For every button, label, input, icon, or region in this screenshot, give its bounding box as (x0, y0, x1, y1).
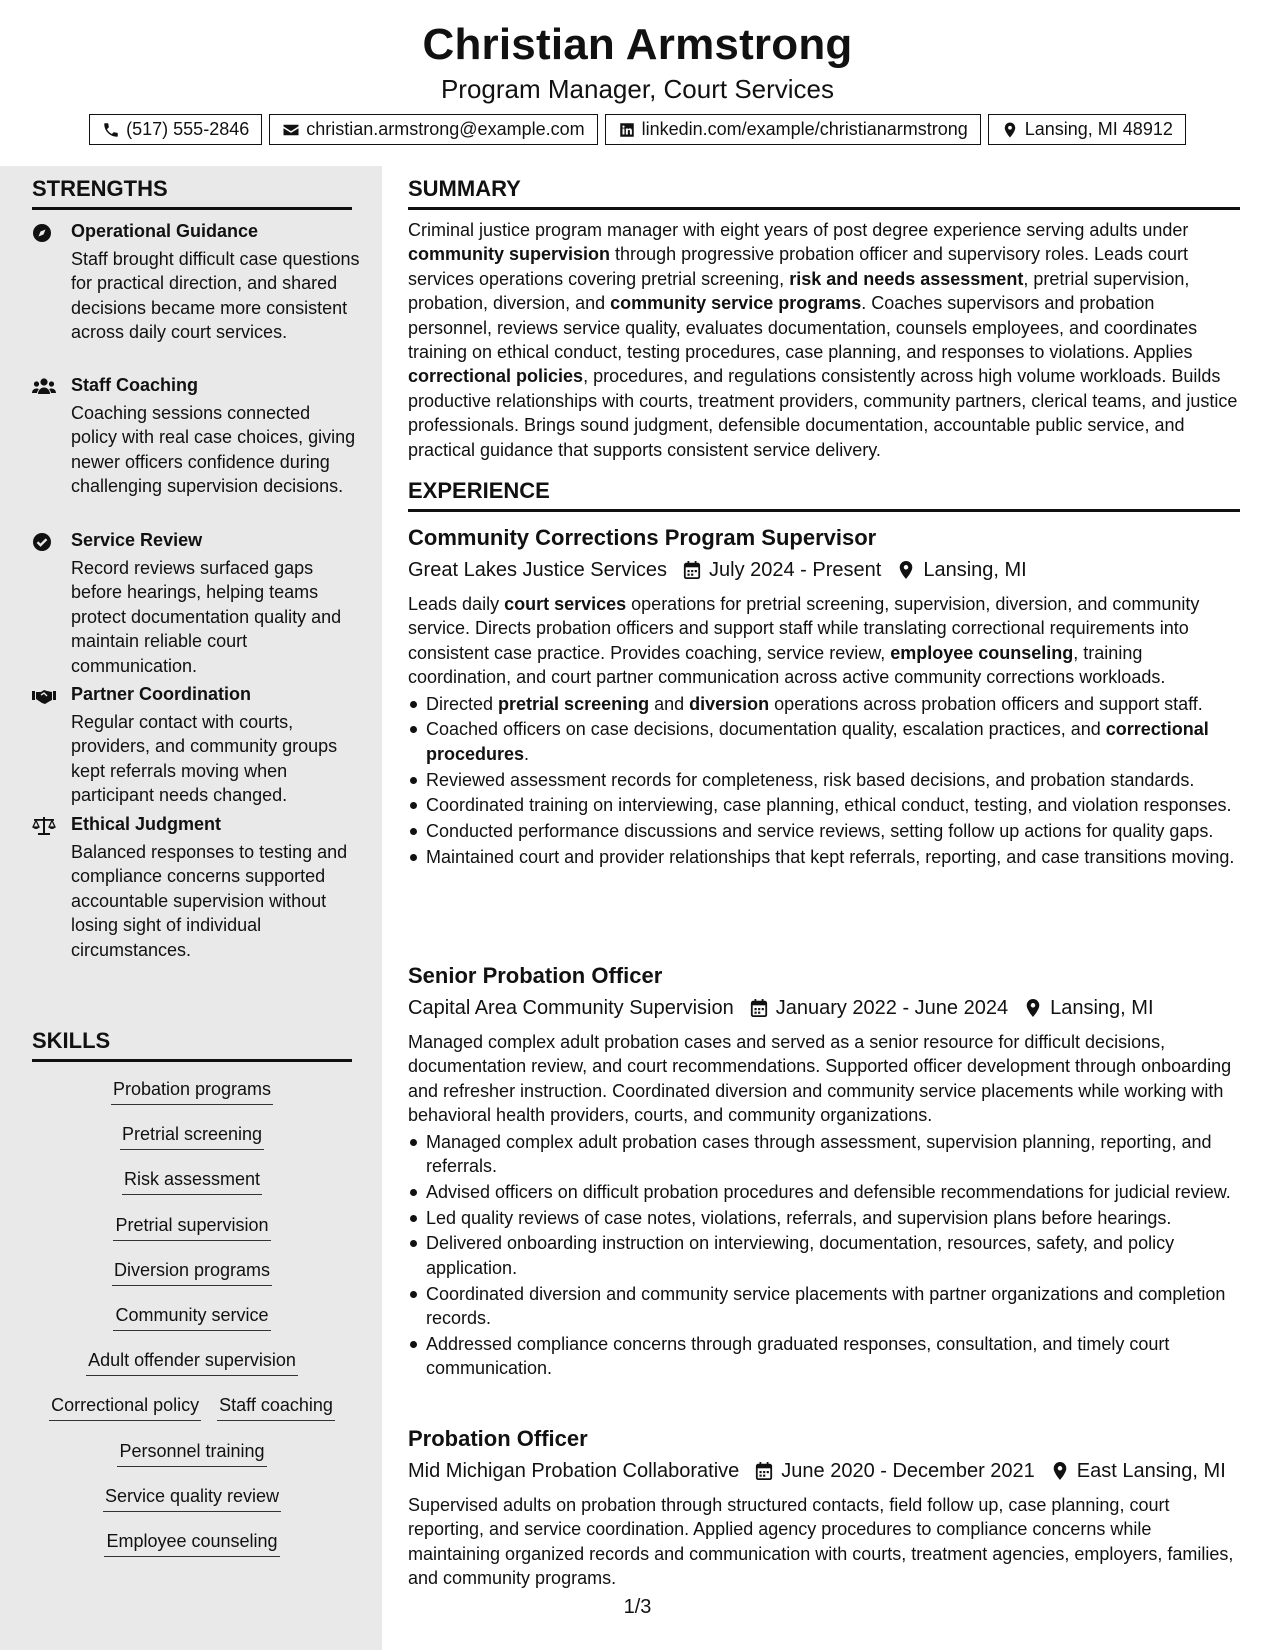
calendar-icon (683, 560, 701, 580)
job-company: Capital Area Community Supervision (408, 997, 734, 1019)
contact-location-text: Lansing, MI 48912 (1024, 119, 1173, 139)
page-number: 1/3 (623, 1596, 652, 1618)
strength-title: Operational Guidance (71, 221, 259, 241)
skill-tag: Adult offender supervision (86, 1350, 298, 1376)
strength-description: Staff brought difficult case questions for practical direction, and shared decisions became more consistent across daily court services. (71, 249, 360, 343)
skill-tag: Correctional policy (49, 1395, 201, 1421)
job-entry (408, 962, 1240, 1382)
job-description: Leads daily court services operations for pretrial screening, supervision, diversion, and community service. Directs probation officers and support staff while translating correctional requirements into consistent case practice. Provides coaching, service review, employee counseling, training coordination, and court partner communication across active community corrections workloads. (408, 594, 1200, 688)
strength-description: Regular contact with courts, providers, and community groups kept referrals moving when participant needs changed. (71, 712, 338, 806)
job-location: Lansing, MI (1050, 997, 1154, 1019)
skills-list (32, 1079, 352, 1576)
calendar-icon (755, 1461, 773, 1481)
summary-text: Criminal justice program manager with eight years of post degree experience serving adults under community supervision through progressive probation officer and supervisory roles. Leads court services operations covering pretrial screening, risk and needs assessment, pretrial supervision, probation, diversion, and community service programs. Coaches supervisors and probation personnel, reviews service quality, evaluates documentation, counsels employees, and coordinates training on ethical conduct, testing procedures, case planning, and responses to violations. Applies correctional policies, procedures, and regulations consistently across high volume workloads. Builds productive relationships with courts, treatment providers, community partners, clerical teams, and justice professionals. Brings sound judgment, defensible documentation, accountable public service, and practical guidance that supports consistent service delivery. (408, 220, 1238, 460)
job-title: Probation Officer (408, 1426, 588, 1451)
skill-tag: Pretrial screening (120, 1124, 264, 1150)
strength-title: Ethical Judgment (71, 814, 222, 834)
skill-tag: Employee counseling (104, 1531, 279, 1557)
job-dates: July 2024 - Present (709, 559, 882, 581)
job-title: Senior Probation Officer (408, 963, 663, 988)
skill-tag: Staff coaching (217, 1395, 335, 1421)
job-dates: January 2022 - June 2024 (775, 997, 1009, 1019)
job-company: Great Lakes Justice Services (408, 559, 667, 581)
job-bullet: Addressed compliance concerns through graduated responses, consultation, and timely court communication. (408, 1332, 1240, 1381)
strength-title: Partner Coordination (71, 684, 252, 704)
job-meta (408, 994, 1240, 1022)
skill-tag: Service quality review (103, 1486, 281, 1512)
job-bullet: Delivered onboarding instruction on interviewing, documentation, resources, safety, and policy application. (408, 1231, 1240, 1280)
map-pin-icon (897, 560, 915, 580)
skill-row (32, 1079, 352, 1124)
summary-section (408, 176, 1240, 462)
strength-title: Service Review (71, 530, 203, 550)
skill-row (32, 1124, 352, 1169)
users-icon (32, 377, 56, 397)
skill-row (32, 1305, 352, 1350)
skill-row (32, 1395, 352, 1440)
skill-tag: Risk assessment (122, 1169, 262, 1195)
strength-description: Record reviews surfaced gaps before hearings, helping teams protect documentation quality and maintain reliable court communication. (71, 558, 342, 676)
calendar-icon (750, 998, 768, 1018)
job-description: Supervised adults on probation through structured contacts, field follow up, case planning, court reporting, and service coordination. Applied agency procedures to compliance concerns while maintaining organized records and communication with courts, treatment agencies, employers, families, and community programs. (408, 1495, 1234, 1589)
main-content (408, 166, 1240, 1650)
strength-description: Balanced responses to testing and compliance concerns supported accountable supervision without losing sight of individual circumstances. (71, 842, 348, 960)
job-bullet: Coordinated diversion and community service placements with partner organizations and completion records. (408, 1282, 1240, 1331)
job-meta (408, 556, 1240, 584)
skill-row (32, 1441, 352, 1486)
job-title: Community Corrections Program Supervisor (408, 525, 877, 550)
job-bullet: Reviewed assessment records for completeness, risk based decisions, and probation standards. (408, 768, 1240, 792)
job-bullets (408, 692, 1240, 870)
skill-row (32, 1350, 352, 1395)
job-bullet: Conducted performance discussions and service reviews, setting follow up actions for quality gaps. (408, 819, 1240, 843)
skill-tag: Probation programs (111, 1079, 273, 1105)
job-description: Managed complex adult probation cases and served as a senior resource for difficult decisions, documentation review, and court recommendations. Supported officer development through onboarding and refresher instruction. Coordinated diversion and community service placements while working with behavioral health providers, courts, and community organizations. (408, 1032, 1232, 1126)
contact-linkedin[interactable] (605, 114, 981, 145)
contact-linkedin-text: linkedin.com/example/christianarmstrong (641, 119, 968, 139)
skills-heading: SKILLS (32, 1028, 352, 1062)
skill-tag: Pretrial supervision (113, 1215, 270, 1241)
skill-row (32, 1260, 352, 1305)
contact-phone-text: (517) 555-2846 (126, 119, 250, 139)
candidate-name: Christian Armstrong (422, 20, 853, 69)
contact-location (988, 114, 1186, 145)
job-bullet: Directed pretrial screening and diversion operations across probation officers and support staff. (408, 692, 1240, 716)
sidebar (0, 166, 382, 1650)
job-bullet: Maintained court and provider relationships that kept referrals, reporting, and case transitions moving. (408, 845, 1240, 869)
phone-icon (102, 121, 120, 139)
skill-tag: Diversion programs (112, 1260, 272, 1286)
job-location: East Lansing, MI (1076, 1460, 1226, 1482)
candidate-title: Program Manager, Court Services (440, 74, 835, 104)
strength-description: Coaching sessions connected policy with real case choices, giving newer officers confidence during challenging supervision decisions. (71, 403, 356, 497)
job-dates: June 2020 - December 2021 (781, 1460, 1035, 1482)
skill-row (32, 1169, 352, 1214)
contact-row (0, 114, 1275, 145)
check-circle-icon (32, 532, 56, 552)
job-company: Mid Michigan Probation Collaborative (408, 1460, 740, 1482)
linkedin-icon (618, 121, 636, 139)
map-pin-icon (1024, 998, 1042, 1018)
skill-tag: Personnel training (117, 1441, 266, 1467)
strengths-heading: STRENGTHS (32, 176, 352, 210)
job-bullet: Managed complex adult probation cases through assessment, supervision planning, reporting, and referrals. (408, 1130, 1240, 1179)
job-meta (408, 1457, 1240, 1485)
compass-icon (32, 223, 56, 243)
skill-row (32, 1486, 352, 1531)
contact-phone[interactable] (89, 114, 262, 145)
contact-email[interactable] (269, 114, 597, 145)
experience-heading: EXPERIENCE (408, 478, 1240, 512)
job-bullet: Coordinated training on interviewing, case planning, ethical conduct, testing, and violation responses. (408, 793, 1240, 817)
scale-icon (32, 816, 56, 836)
job-bullet: Advised officers on difficult probation procedures and defensible recommendations for judicial review. (408, 1180, 1240, 1204)
job-entry (408, 524, 1240, 871)
job-location: Lansing, MI (923, 559, 1027, 581)
handshake-icon (32, 686, 56, 706)
job-bullet: Coached officers on case decisions, documentation quality, escalation practices, and correctional procedures. (408, 717, 1240, 766)
skill-row (32, 1215, 352, 1260)
map-pin-icon (1001, 121, 1019, 139)
skill-tag: Community service (113, 1305, 270, 1331)
job-bullets (408, 1130, 1240, 1381)
strength-title: Staff Coaching (71, 375, 199, 395)
envelope-icon (282, 121, 300, 139)
job-bullet: Led quality reviews of case notes, violations, referrals, and supervision plans before hearings. (408, 1206, 1240, 1230)
contact-email-text: christian.armstrong@example.com (306, 119, 585, 139)
summary-heading: SUMMARY (408, 176, 1240, 210)
resume-header (0, 0, 1275, 166)
job-entry (408, 1425, 1240, 1591)
skill-row (32, 1531, 352, 1576)
map-pin-icon (1051, 1461, 1069, 1481)
